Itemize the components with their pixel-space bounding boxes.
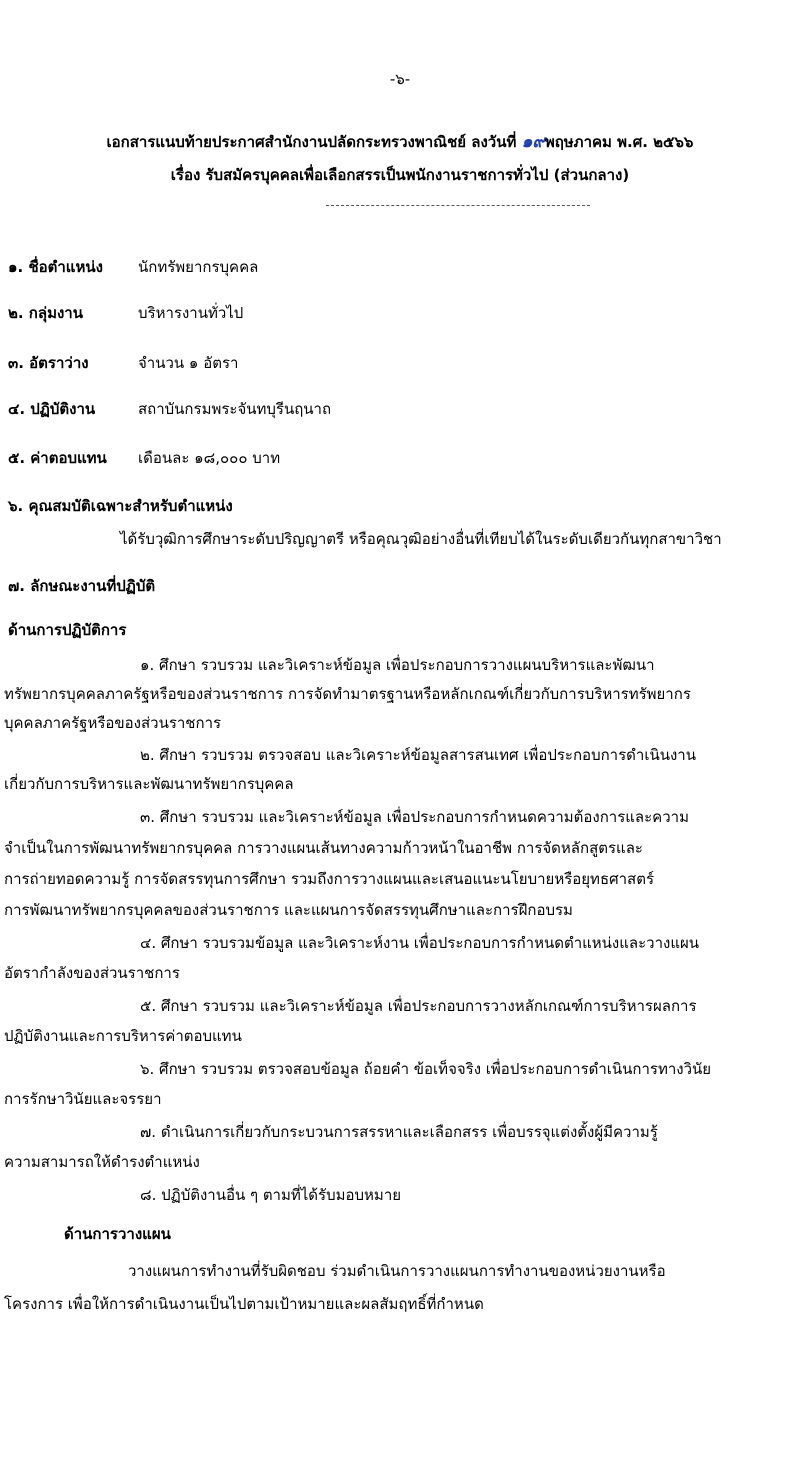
vacancy-value: จำนวน ๑ อัตรา bbox=[138, 354, 239, 372]
duty-2-line-2: เกี่ยวกับการบริหารและพัฒนาทรัพยากรบุคคล bbox=[4, 775, 294, 793]
header-divider bbox=[326, 205, 590, 206]
duty-3-line-4: การพัฒนาทรัพยากรบุคคลของส่วนราชการ และแผนการจัดสรรทุนศึกษาและการฝึกอบรม bbox=[4, 901, 573, 919]
header-line-1-prefix: เอกสารแนบท้ายประกาศสำนักงานปลัดกระทรวงพาณิชย์ ลงวันที่ bbox=[106, 133, 522, 151]
duty-3-line-1: ๓. ศึกษา รวบรวม และวิเคราะห์ข้อมูล เพื่อประกอบการกำหนดความต้องการและความ bbox=[140, 808, 689, 826]
header-line-2: เรื่อง รับสมัครบุคคลเพื่อเลือกสรรเป็นพนักงานราชการทั่วไป (ส่วนกลาง) bbox=[170, 166, 630, 184]
operations-heading: ด้านการปฏิบัติการ bbox=[8, 621, 127, 639]
duty-4-line-2: อัตรากำลังของส่วนราชการ bbox=[4, 964, 180, 982]
group-value: บริหารงานทั่วไป bbox=[138, 304, 244, 322]
duty-6-line-2: การรักษาวินัยและจรรยา bbox=[4, 1090, 162, 1108]
duty-6-line-1: ๖. ศึกษา รวบรวม ตรวจสอบข้อมูล ถ้อยคำ ข้อเท็จจริง เพื่อประกอบการดำเนินการทางวินัย bbox=[140, 1060, 712, 1078]
duty-1-line-3: บุคคลภาครัฐหรือของส่วนราชการ bbox=[4, 714, 222, 732]
position-label: ๑. ชื่อตำแหน่ง bbox=[8, 258, 103, 276]
planning-line-2: โครงการ เพื่อให้การดำเนินงานเป็นไปตามเป้าหมายและผลสัมฤทธิ์ที่กำหนด bbox=[4, 1295, 484, 1313]
salary-value: เดือนละ ๑๘,๐๐๐ บาท bbox=[138, 449, 281, 467]
duty-1-line-2: ทรัพยากรบุคคลภาครัฐหรือของส่วนราชการ การจัดทำมาตรฐานหรือหลักเกณฑ์เกี่ยวกับการบริหารทรัพยากร bbox=[4, 685, 691, 703]
duties-heading: ๗. ลักษณะงานที่ปฏิบัติ bbox=[8, 577, 156, 595]
duty-5-line-1: ๕. ศึกษา รวบรวม และวิเคราะห์ข้อมูล เพื่อประกอบการวางหลักเกณฑ์การบริหารผลการ bbox=[140, 997, 697, 1015]
duty-7-line-1: ๗. ดำเนินการเกี่ยวกับกระบวนการสรรหาและเลือกสรร เพื่อบรรจุแต่งตั้งผู้มีความรู้ bbox=[140, 1123, 658, 1141]
header-line-1-suffix: พฤษภาคม พ.ศ. ๒๕๖๖ bbox=[544, 133, 694, 151]
duty-1-line-1: ๑. ศึกษา รวบรวม และวิเคราะห์ข้อมูล เพื่อประกอบการวางแผนบริหารและพัฒนา bbox=[140, 656, 655, 674]
duty-5-line-2: ปฏิบัติงานและการบริหารค่าตอบแทน bbox=[4, 1027, 242, 1045]
workplace-value: สถาบันกรมพระจันทบุรีนฤนาถ bbox=[138, 400, 332, 418]
duty-3-line-2: จำเป็นในการพัฒนาทรัพยากรบุคคล การวางแผนเส้นทางความก้าวหน้าในอาชีพ การจัดหลักสูตรและ bbox=[4, 839, 643, 857]
duty-8-line-1: ๘. ปฏิบัติงานอื่น ๆ ตามที่ได้รับมอบหมาย bbox=[140, 1186, 402, 1204]
duty-2-line-1: ๒. ศึกษา รวบรวม ตรวจสอบ และวิเคราะห์ข้อมูลสารสนเทศ เพื่อประกอบการดำเนินงาน bbox=[140, 746, 696, 764]
qualification-heading: ๖. คุณสมบัติเฉพาะสำหรับตำแหน่ง bbox=[8, 497, 233, 515]
handwritten-date-day: ๑๙ bbox=[521, 132, 545, 152]
workplace-label: ๔. ปฏิบัติงาน bbox=[8, 400, 96, 418]
duty-3-line-3: การถ่ายทอดความรู้ การจัดสรรทุนการศึกษา รวมถึงการวางแผนและเสนอแนะนโยบายหรือยุทธศาสตร์ bbox=[4, 870, 655, 888]
qualification-text: ได้รับวุฒิการศึกษาระดับปริญญาตรี หรือคุณวุฒิอย่างอื่นที่เทียบได้ในระดับเดียวกันทุกสาขาวิชา bbox=[120, 530, 722, 548]
position-value: นักทรัพยากรบุคคล bbox=[138, 258, 259, 276]
header-line-1 bbox=[0, 132, 800, 152]
salary-label: ๕. ค่าตอบแทน bbox=[8, 449, 107, 467]
duty-4-line-1: ๔. ศึกษา รวบรวมข้อมูล และวิเคราะห์งาน เพื่อประกอบการกำหนดตำแหน่งและวางแผน bbox=[140, 934, 700, 952]
group-label: ๒. กลุ่มงาน bbox=[8, 304, 83, 322]
duty-7-line-2: ความสามารถให้ดำรงตำแหน่ง bbox=[4, 1153, 200, 1171]
page-number: -๖- bbox=[389, 70, 411, 88]
planning-line-1: วางแผนการทำงานที่รับผิดชอบ ร่วมดำเนินการวางแผนการทำงานของหน่วยงานหรือ bbox=[128, 1262, 666, 1280]
vacancy-label: ๓. อัตราว่าง bbox=[8, 354, 89, 372]
planning-heading: ด้านการวางแผน bbox=[64, 1225, 171, 1243]
